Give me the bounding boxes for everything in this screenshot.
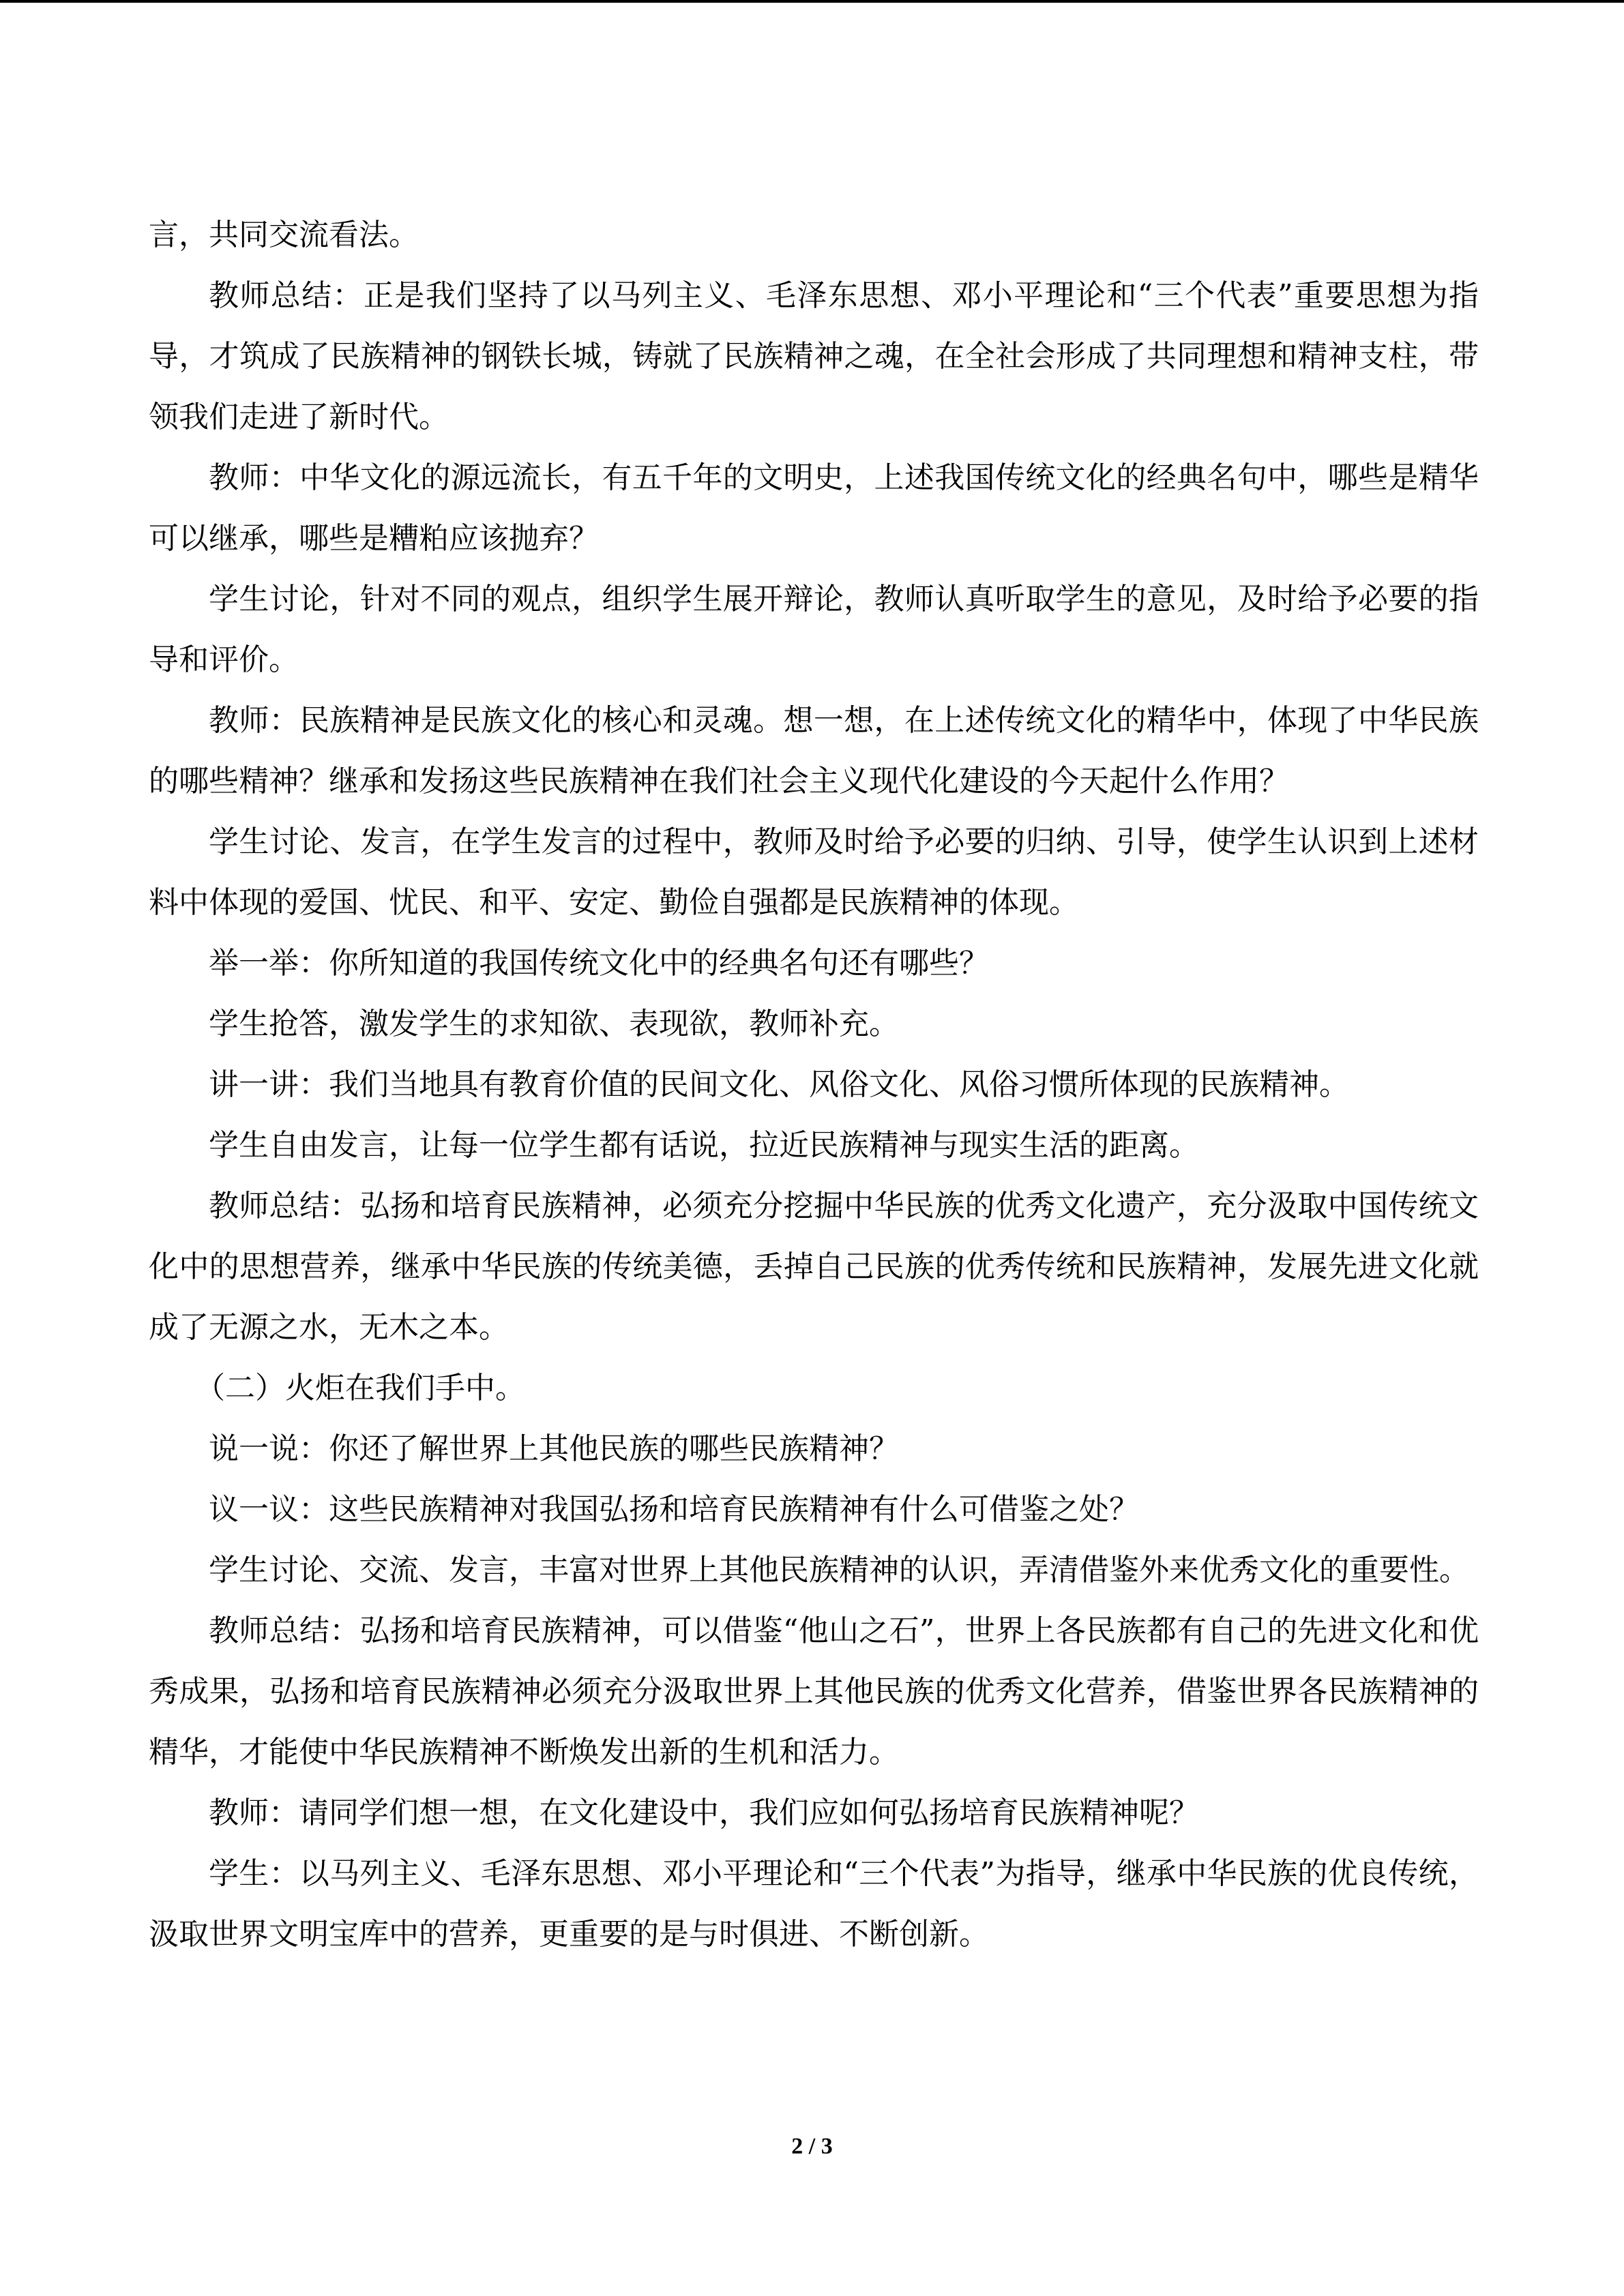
paragraph: 讲一讲：我们当地具有教育价值的民间文化、风俗文化、风俗习惯所体现的民族精神。 [209,1067,1349,1102]
paragraph: 学生讨论、交流、发言，丰富对世界上其他民族精神的认识，弄清借鉴外来优秀文化的重要性。 [209,1553,1469,1587]
paragraph: 学生自由发言，让每一位学生都有话说，拉近民族精神与现实生活的距离。 [209,1128,1199,1163]
paragraph: 教师总结：弘扬和培育民族精神，必须充分挖掘中华民族的优秀文化遗产，充分汲取中国传统文化中的思想营养，继承中华民族的传统美德，丢掉自己民族的优秀传统和民族精神，发展先进文化就成了无源之水，无木之本。 [149,1189,1479,1345]
paragraph: 教师总结：正是我们坚持了以马列主义、毛泽东思想、邓小平理论和“三个代表”重要思想为指导，才筑成了民族精神的钢铁长城，铸就了民族精神之魂，在全社会形成了共同理想和精神支柱，带领我们走进了新时代。 [149,278,1479,434]
paragraph: 议一议：这些民族精神对我国弘扬和培育民族精神有什么可借鉴之处？ [209,1492,1139,1527]
paragraph: 举一举：你所知道的我国传统文化中的经典名句还有哪些？ [209,946,989,981]
document-body [149,205,1479,1965]
paragraph: 学生抢答，激发学生的求知欲、表现欲，教师补充。 [209,1007,899,1041]
paragraph: 学生讨论，针对不同的观点，组织学生展开辩论，教师认真听取学生的意见，及时给予必要的指导和评价。 [149,582,1479,677]
paragraph: 教师：中华文化的源远流长，有五千年的文明史，上述我国传统文化的经典名句中，哪些是精华可以继承，哪些是糟粕应该抛弃？ [149,460,1479,556]
paragraph: 教师：请同学们想一想，在文化建设中，我们应如何弘扬培育民族精神呢？ [209,1795,1199,1830]
page-number: 2 / 3 [791,2134,833,2159]
paragraph: 说一说：你还了解世界上其他民族的哪些民族精神？ [209,1431,899,1466]
section-heading: （二）火炬在我们手中。 [195,1371,525,1405]
page-top-border [0,0,1624,3]
paragraph: 言，共同交流看法。 [149,218,419,252]
paragraph: 学生讨论、发言，在学生发言的过程中，教师及时给予必要的归纳、引导，使学生认识到上述材料中体现的爱国、忧民、和平、安定、勤俭自强都是民族精神的体现。 [149,824,1479,920]
paragraph: 教师：民族精神是民族文化的核心和灵魂。想一想，在上述传统文化的精华中，体现了中华民族的哪些精神？继承和发扬这些民族精神在我们社会主义现代化建设的今天起什么作用？ [149,703,1479,799]
paragraph: 教师总结：弘扬和培育民族精神，可以借鉴“他山之石”，世界上各民族都有自己的先进文化和优秀成果，弘扬和培育民族精神必须充分汲取世界上其他民族的优秀文化营养，借鉴世界各民族精神的精华，才能使中华民族精神不断焕发出新的生机和活力。 [149,1613,1479,1770]
paragraph: 学生：以马列主义、毛泽东思想、邓小平理论和“三个代表”为指导，继承中华民族的优良传统，汲取世界文明宝库中的营养，更重要的是与时俱进、不断创新。 [149,1856,1479,1952]
